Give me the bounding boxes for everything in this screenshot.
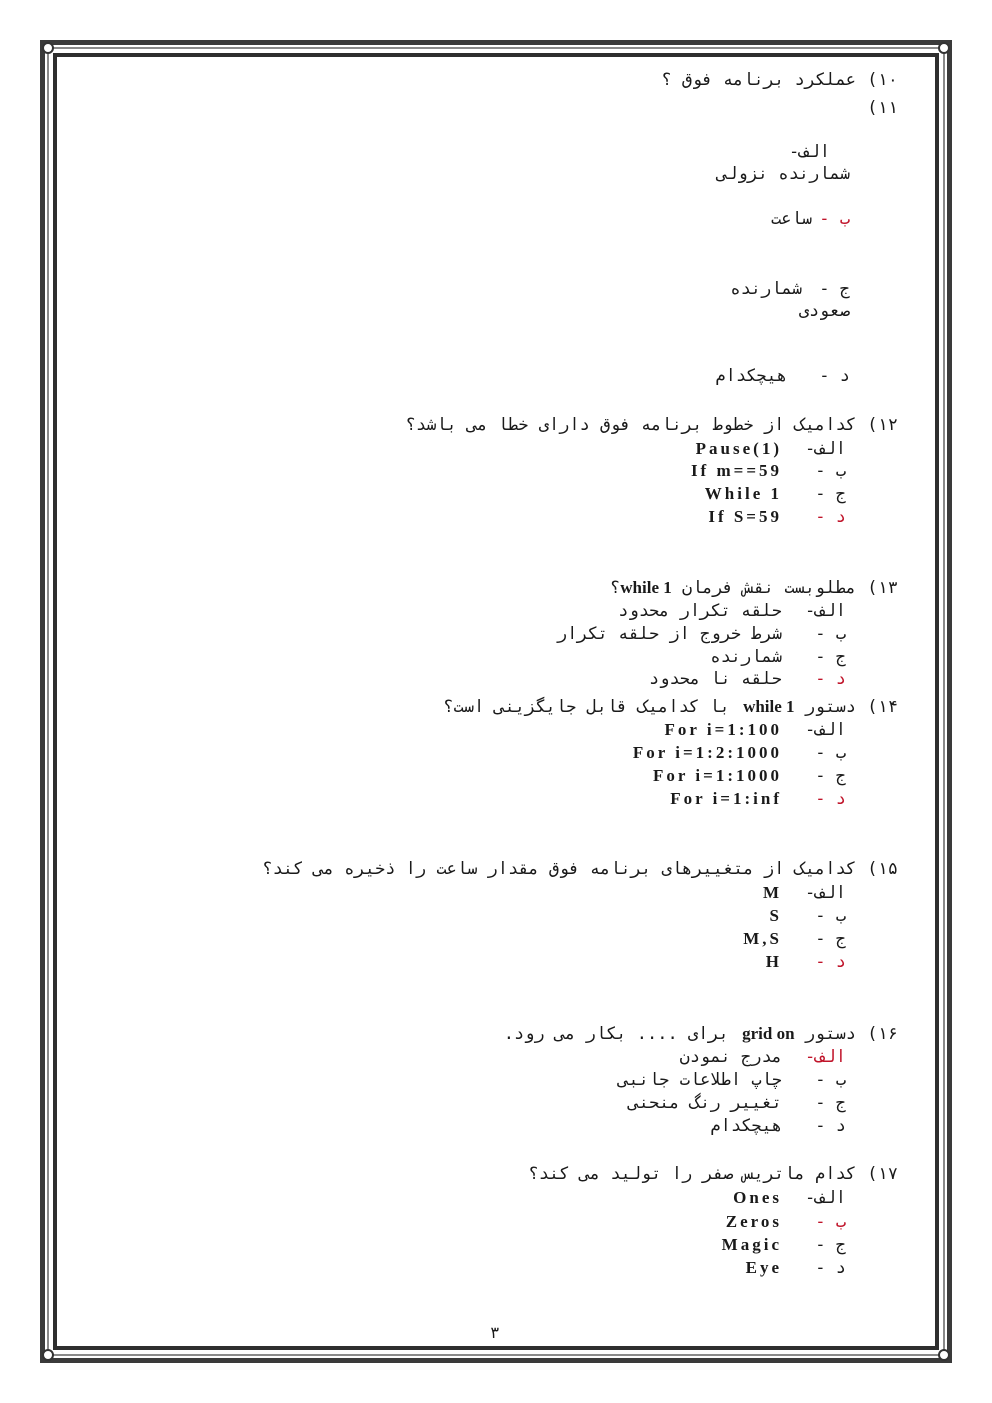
question-text: دستور while 1 با کدامیک قابل جایگزینی است؟ <box>443 697 856 717</box>
option-value: M,S <box>743 929 782 948</box>
option-value: Ones <box>733 1188 782 1207</box>
option-value: Eye <box>745 1258 782 1277</box>
option-value: For i=1:inf <box>670 789 782 808</box>
option-value: If S=59 <box>708 507 782 526</box>
corner-ornament <box>938 42 950 54</box>
option-label: ب - <box>815 1212 846 1232</box>
option-label: ب - <box>815 1070 846 1090</box>
option-value: For i=1:100 <box>664 720 782 739</box>
option-label: ج - <box>815 766 846 786</box>
option-label: ب - <box>819 209 850 229</box>
option-label: ب - <box>815 906 846 926</box>
option-value: هیچکدام <box>715 366 787 386</box>
option-value: شمارنده <box>710 647 782 667</box>
question-number: ۱۱) <box>867 98 898 118</box>
option-label: د - <box>815 507 846 527</box>
option-value: شرط خروج از حلقه تکرار <box>556 624 782 644</box>
option-label: ج - <box>815 1093 846 1113</box>
question-number: ۱۵) <box>867 859 898 879</box>
page-number: ۳ <box>490 1323 500 1342</box>
option-label: ج - <box>819 279 850 299</box>
option-value: ساعت <box>771 209 812 229</box>
option-label: الف- <box>805 1047 846 1067</box>
option-label: ج - <box>815 647 846 667</box>
option-value: صعودی <box>798 301 850 321</box>
corner-ornament <box>938 1349 950 1361</box>
option-label: د - <box>819 366 850 386</box>
option-value: مدرج نمودن <box>679 1047 782 1067</box>
option-value: شمارنده <box>730 279 802 299</box>
option-value: If m==59 <box>690 461 782 480</box>
option-label: الف- <box>805 720 846 740</box>
option-value: For i=1:1000 <box>653 766 782 785</box>
option-value: For i=1:2:1000 <box>632 743 782 762</box>
option-value: S <box>769 906 782 925</box>
question-number: ۱۴) <box>867 697 898 717</box>
option-label: الف- <box>805 439 846 459</box>
option-label: ج - <box>815 1235 846 1255</box>
option-value: H <box>765 952 782 971</box>
option-value: حلقه نا محدود <box>648 669 782 689</box>
option-label: ب - <box>815 461 846 481</box>
option-value: هیچکدام <box>710 1116 782 1136</box>
option-label: د - <box>815 1258 846 1278</box>
option-label: د - <box>815 952 846 972</box>
question-number: ۱۶) <box>867 1024 898 1044</box>
option-value: حلقه تکرار محدود <box>618 601 782 621</box>
option-value: تغییر رنگ منحنی <box>628 1093 782 1113</box>
option-value: شمارنده نزولی <box>716 164 850 184</box>
corner-ornament <box>42 42 54 54</box>
question-number: ۱۰) <box>867 70 898 90</box>
question-number: ۱۳) <box>867 578 898 598</box>
option-label: ب - <box>815 743 846 763</box>
corner-ornament <box>42 1349 54 1361</box>
question-text: عملکرد برنامه فوق ؟ <box>661 70 856 90</box>
option-value: While 1 <box>704 484 782 503</box>
option-label: ب - <box>815 624 846 644</box>
option-label: ج - <box>815 929 846 949</box>
option-label: ج - <box>815 484 846 504</box>
question-number: ۱۲) <box>867 415 898 435</box>
option-value: چاپ اطلاعات جانبی <box>618 1070 782 1090</box>
option-value: M <box>762 883 782 902</box>
question-text: کدام ماتریس صفر را تولید می کند؟ <box>528 1164 856 1184</box>
option-label: د - <box>815 789 846 809</box>
question-text: کدامیک از خطوط برنامه فوق دارای خطا می باشد؟ <box>405 415 856 435</box>
option-value: Zeros <box>725 1212 782 1231</box>
option-label: د - <box>815 1116 846 1136</box>
question-number: ۱۷) <box>867 1164 898 1184</box>
option-label: الف- <box>805 883 846 903</box>
option-label: الف- <box>805 1188 846 1208</box>
option-label: الف- <box>789 142 830 162</box>
question-text: مطلوبست نقش فرمان while 1؟ <box>610 578 856 598</box>
question-text: کدامیک از متغییرهای برنامه فوق مقدار ساعت را ذخیره می کند؟ <box>262 859 856 879</box>
option-label: د - <box>815 669 846 689</box>
option-value: Pause(1) <box>695 439 782 458</box>
question-text: دستور grid on برای .... بکار می رود. <box>503 1024 856 1044</box>
option-label: الف- <box>805 601 846 621</box>
option-value: Magic <box>721 1235 782 1254</box>
